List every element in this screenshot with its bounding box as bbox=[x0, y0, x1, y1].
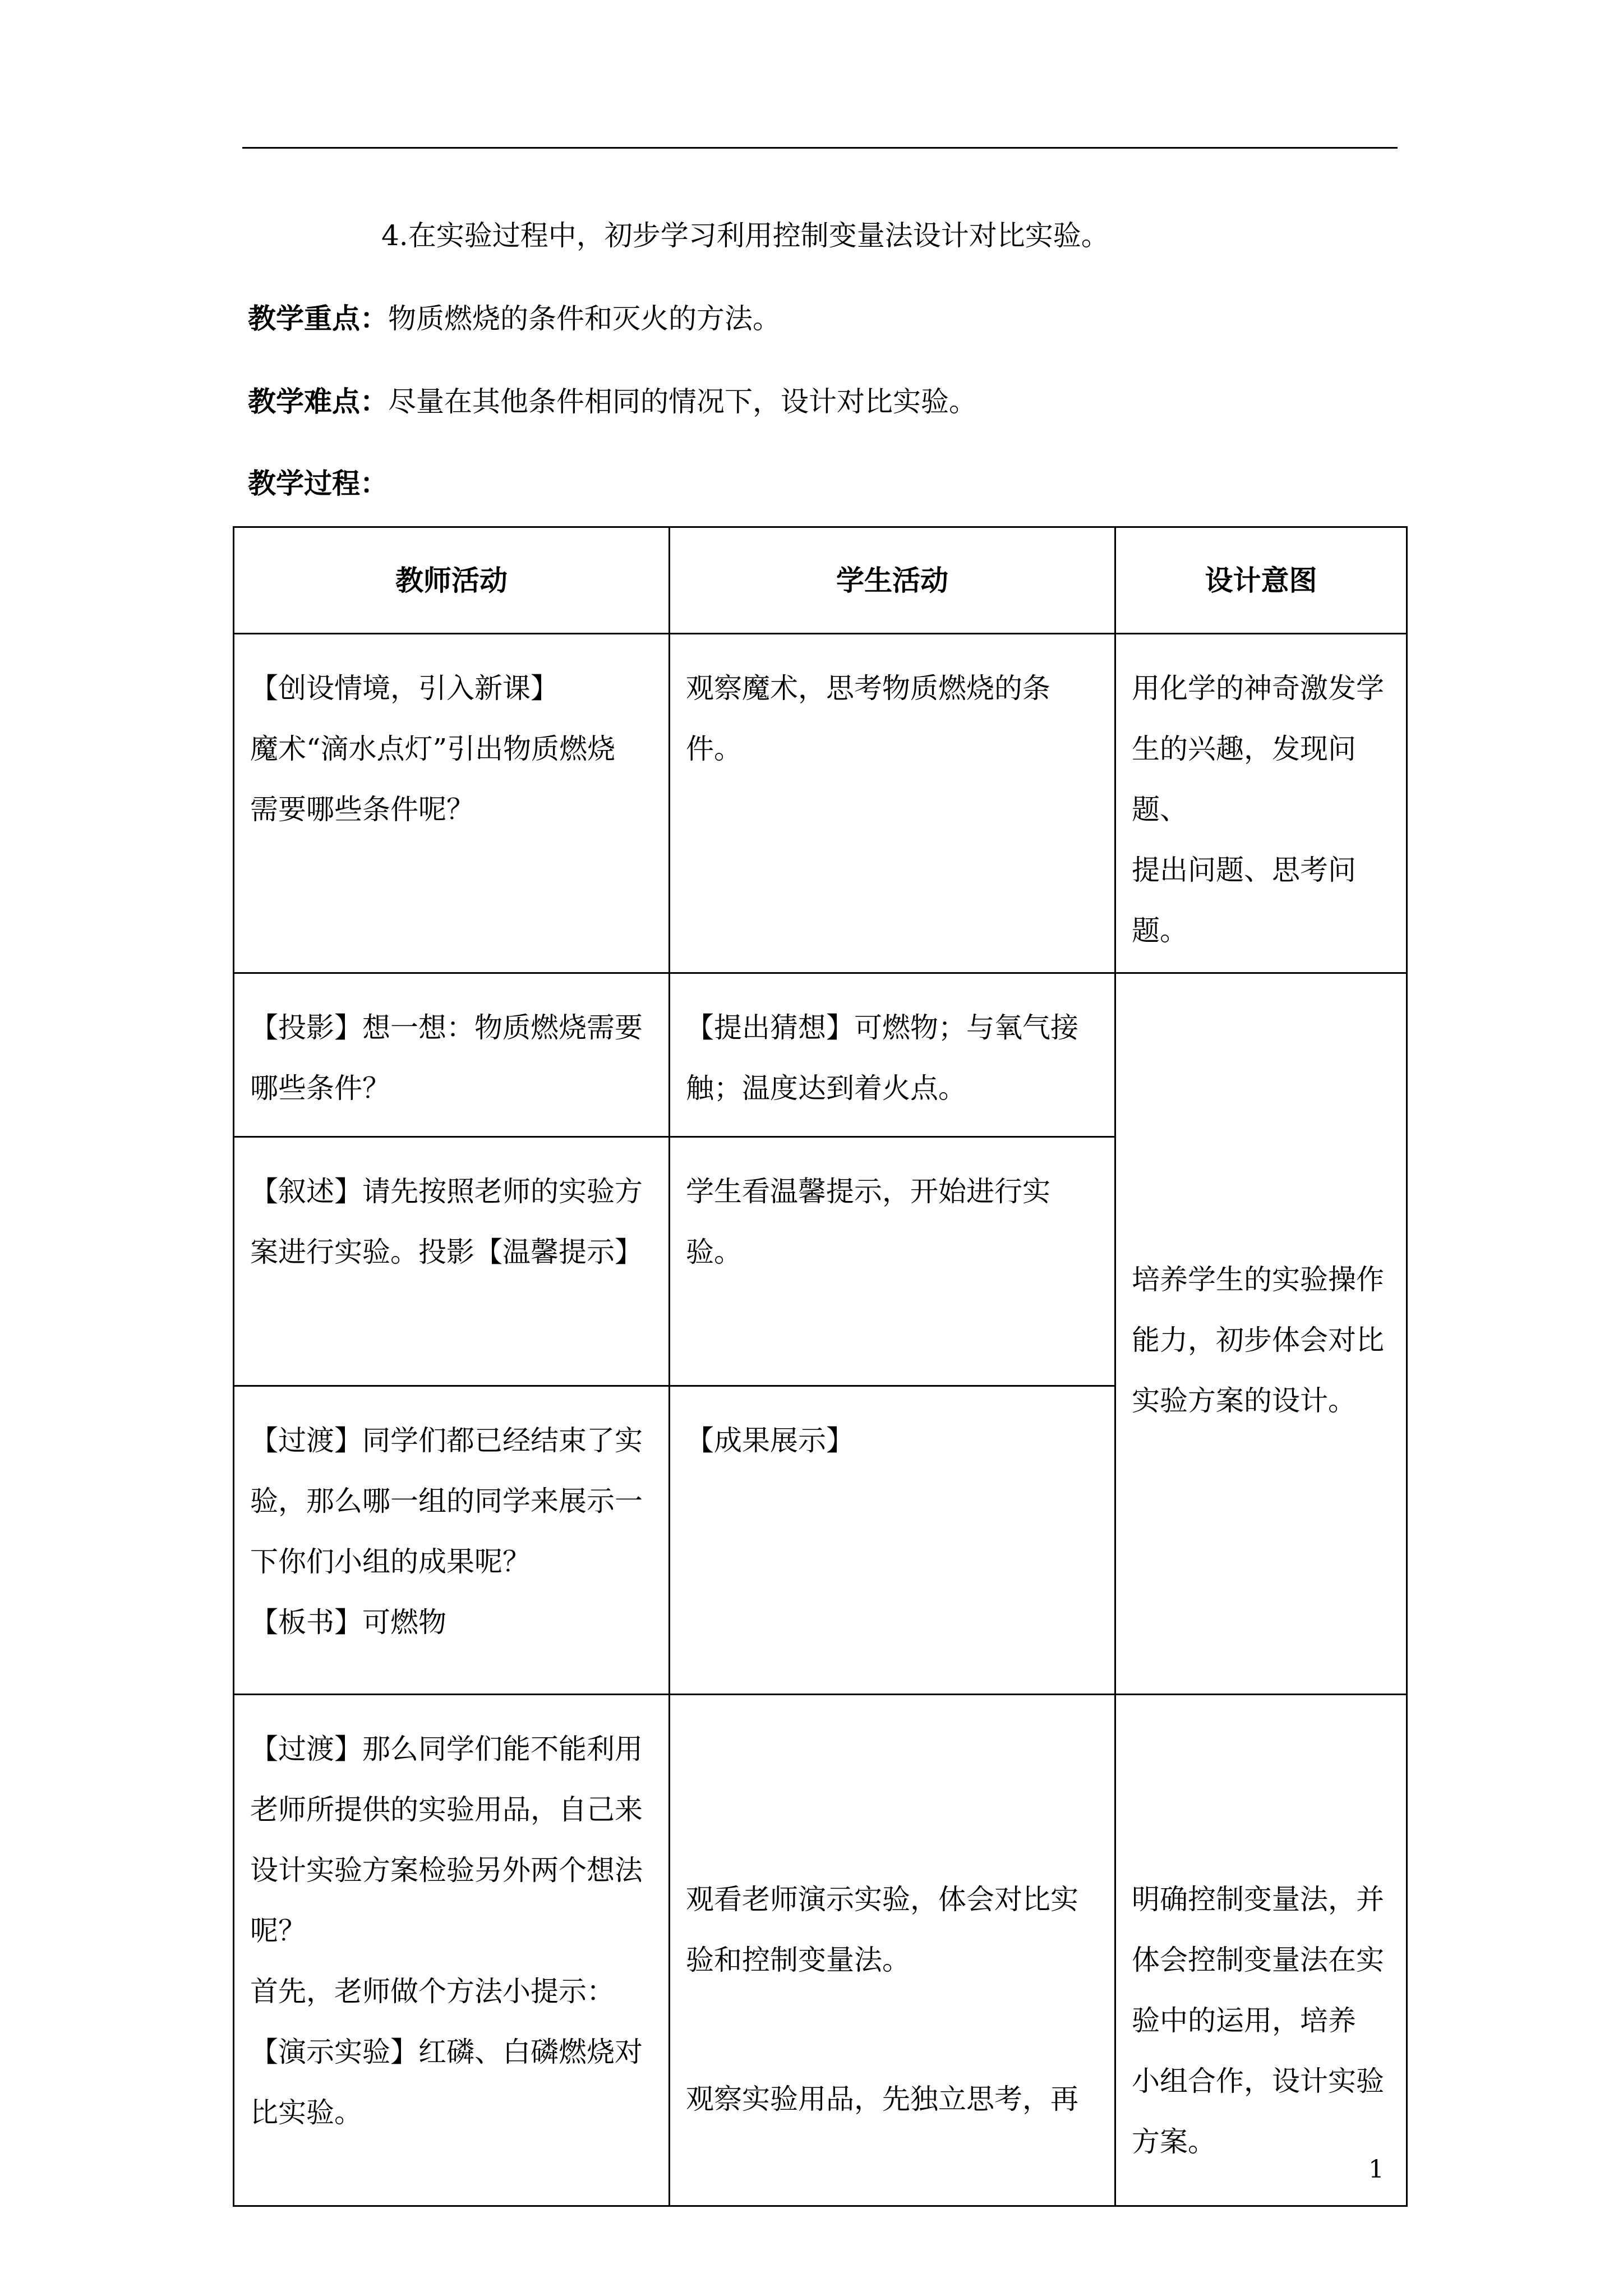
row4-teacher-line: 下你们小组的成果呢？ bbox=[250, 1545, 531, 1578]
row4-teacher-line: 验，那么哪一组的同学来展示一 bbox=[250, 1485, 643, 1517]
row5-intent-line: 明确控制变量法，并 bbox=[1132, 1883, 1384, 1916]
row5-teacher-line: 【演示实验】红磷、白磷燃烧对 bbox=[250, 2036, 643, 2068]
row2-student bbox=[670, 973, 1115, 1137]
row1-intent-line: 用化学的神奇激发学 bbox=[1132, 672, 1384, 705]
row5-teacher-line: 首先，老师做个方法小提示： bbox=[250, 1975, 615, 2008]
header-rule bbox=[242, 147, 1398, 149]
row3-teacher-line: 【叙述】请先按照老师的实验方 bbox=[250, 1175, 643, 1208]
row1-teacher bbox=[234, 634, 670, 973]
key-point-text: 物质燃烧的条件和灭火的方法。 bbox=[388, 302, 781, 335]
row5-teacher bbox=[234, 1695, 670, 2206]
row5-student bbox=[670, 1695, 1115, 2206]
row3-student bbox=[670, 1137, 1115, 1386]
table-row bbox=[234, 973, 1407, 1137]
row5-intent-line: 体会控制变量法在实 bbox=[1132, 1944, 1384, 1976]
intent-line: 能力，初步体会对比 bbox=[1132, 1323, 1384, 1356]
row3-teacher bbox=[234, 1137, 670, 1386]
row2-student-line: 触；温度达到着火点。 bbox=[686, 1072, 966, 1105]
table-row bbox=[234, 634, 1407, 973]
intent-line: 培养学生的实验操作 bbox=[1132, 1263, 1384, 1296]
row5-intent bbox=[1115, 1695, 1407, 2206]
table-row bbox=[234, 1695, 1407, 2206]
header-intent: 设计意图 bbox=[1115, 527, 1407, 634]
row1-teacher-line: 【创设情境，引入新课】 bbox=[250, 672, 559, 705]
row1-teacher-line: 魔术“滴水点灯”引出物质燃烧 bbox=[250, 733, 616, 765]
row5-teacher-line: 呢？ bbox=[250, 1915, 306, 1947]
row5-teacher-line: 【过渡】那么同学们能不能利用 bbox=[250, 1733, 643, 1765]
difficulty-text: 尽量在其他条件相同的情况下，设计对比实验。 bbox=[388, 385, 977, 418]
row5-student-line: 观察实验用品，先独立思考，再 bbox=[686, 2083, 1078, 2115]
row1-intent bbox=[1115, 634, 1407, 973]
difficulty-label: 教学难点： bbox=[248, 385, 388, 418]
intent-rows-2-4 bbox=[1115, 973, 1407, 1695]
row5-intent-line: 验中的运用，培养 bbox=[1132, 2004, 1356, 2037]
row3-student-line: 学生看温馨提示，开始进行实验。 bbox=[686, 1175, 1050, 1268]
row3-teacher-line: 案进行实验。投影【温馨提示】 bbox=[250, 1236, 643, 1268]
row4-teacher-line: 【板书】可燃物 bbox=[250, 1606, 446, 1639]
row1-student-line: 观察魔术，思考物质燃烧的条件。 bbox=[686, 672, 1050, 765]
row1-student bbox=[670, 634, 1115, 973]
row2-student-line: 【提出猜想】可燃物；与氧气接 bbox=[686, 1011, 1078, 1044]
page-number: 1 bbox=[1368, 2155, 1384, 2184]
row5-teacher-line: 比实验。 bbox=[250, 2096, 362, 2129]
header-teacher: 教师活动 bbox=[234, 527, 670, 634]
process-title: 教学过程： bbox=[248, 467, 388, 500]
table-header-row bbox=[234, 527, 1407, 634]
difficulty bbox=[248, 385, 977, 418]
row1-teacher-line: 需要哪些条件呢？ bbox=[250, 793, 474, 826]
row5-intent-line: 小组合作，设计实验 bbox=[1132, 2065, 1384, 2097]
row5-teacher-line: 老师所提供的实验用品，自己来 bbox=[250, 1793, 643, 1826]
row5-student-line: 验和控制变量法。 bbox=[686, 1944, 910, 1976]
row4-student bbox=[670, 1386, 1115, 1695]
row4-student-line: 【成果展示】 bbox=[686, 1424, 854, 1457]
teaching-process-table bbox=[233, 526, 1408, 2207]
key-point bbox=[248, 302, 781, 335]
intent-line: 实验方案的设计。 bbox=[1132, 1384, 1356, 1417]
objective-4: 4.在实验过程中，初步学习利用控制变量法设计对比实验。 bbox=[381, 219, 1109, 252]
header-student: 学生活动 bbox=[670, 527, 1115, 634]
key-point-label: 教学重点： bbox=[248, 302, 388, 335]
row2-teacher bbox=[234, 973, 670, 1137]
row4-teacher bbox=[234, 1386, 670, 1695]
row2-teacher-line: 【投影】想一想：物质燃烧需要 bbox=[250, 1011, 643, 1044]
row4-teacher-line: 【过渡】同学们都已经结束了实 bbox=[250, 1424, 643, 1457]
row2-teacher-line: 哪些条件？ bbox=[250, 1072, 390, 1105]
row1-intent-line: 提出问题、思考问题。 bbox=[1132, 854, 1356, 947]
row5-intent-line: 方案。 bbox=[1132, 2125, 1216, 2158]
row5-teacher-line: 设计实验方案检验另外两个想法 bbox=[250, 1854, 643, 1887]
row5-student-line: 观看老师演示实验，体会对比实 bbox=[686, 1883, 1078, 1916]
row1-intent-line: 生的兴趣，发现问题、 bbox=[1132, 733, 1356, 826]
